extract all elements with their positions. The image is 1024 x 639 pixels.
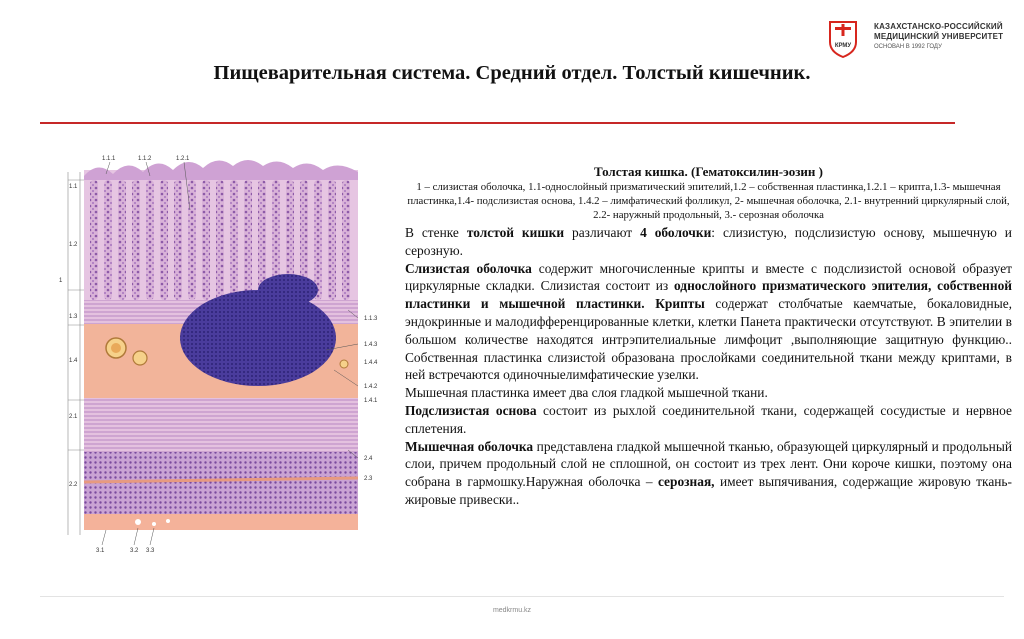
logo-university-name-line2: МЕДИЦИНСКИЙ УНИВЕРСИТЕТ xyxy=(874,32,1004,41)
logo-badge-text: КРМУ xyxy=(834,43,852,49)
logo-founded-text: ОСНОВАН В 1992 ГОДУ xyxy=(874,44,942,50)
text-bold-segment: однослойного призматического эпителия, собственной пластинки и мышечной пластинки. Крипты xyxy=(405,278,1012,312)
text-segment: имеет выпячивания, содержащие жировую ткань- жировые привески.. xyxy=(405,474,1012,507)
paragraph-muscularis-externa xyxy=(405,438,1012,509)
paragraph-wall-layers xyxy=(405,224,1012,260)
figure-label-1-4-3: 1.4.3 xyxy=(364,342,378,348)
text-bold-segment: Подслизистая основа xyxy=(405,402,537,418)
description-text-block xyxy=(405,163,1012,509)
figure-label-1-1-2: 1.1.2 xyxy=(138,156,152,162)
figure-label-1-4: 1.4 xyxy=(69,358,78,364)
logo-university-name-line1: КАЗАХСТАНСКО-РОССИЙСКИЙ xyxy=(874,22,1003,31)
figure-label-1-1-1: 1.1.1 xyxy=(102,156,116,162)
footer-divider xyxy=(40,596,1004,597)
text-bold-segment: толстой кишки xyxy=(466,225,565,240)
slide-title: Пищеварительная система. Средний отдел. Толстый кишечник. xyxy=(213,62,811,84)
figure-label-1-3: 1.3 xyxy=(69,314,78,320)
figure-label-1-2-1: 1.2.1 xyxy=(176,156,190,162)
figure-caption-legend: 1 – слизистая оболочка, 1.1-однослойный призматический эпителий,1.2 – собственная пластинка,1.2.1 – крипта,1.3- мышечная пластинка,1.4- подслизистая основа, 1.4.2 – лимфатический фолликул, 2- мышечная оболочка, 2.1- внутренний циркулярный слой, 2.2- наружный продольный, 3.- серозная оболочка xyxy=(407,181,1010,221)
university-shield-icon xyxy=(828,20,858,58)
figure-label-1-4-4: 1.4.4 xyxy=(364,360,378,366)
footer-website: medkrmu.kz xyxy=(492,607,532,614)
figure-label-1: 1 xyxy=(59,278,63,284)
figure-label-1-2: 1.2 xyxy=(69,242,78,248)
paragraph-mucosa xyxy=(405,260,1012,385)
paragraph-muscularis-mucosae: Мышечная пластинка имеет два слоя гладкой мышечной ткани. xyxy=(405,385,768,401)
figure-label-3-1: 3.1 xyxy=(96,548,105,554)
lymphatic-follicle xyxy=(180,290,336,386)
text-segment: В стенке xyxy=(405,225,467,240)
colon-histology-figure xyxy=(58,150,388,560)
figure-label-1-4-2: 1.4.2 xyxy=(364,384,378,390)
text-bold-segment: Слизистая оболочка xyxy=(405,260,532,276)
figure-label-2-3: 2.3 xyxy=(364,476,373,482)
university-logo xyxy=(828,18,1018,64)
figure-caption-title: Толстая кишка. (Гематоксилин-эозин ) xyxy=(593,164,823,179)
figure-label-2-1: 2.1 xyxy=(69,414,78,420)
layer-brackets xyxy=(68,172,84,535)
text-bold-segment: 4 оболочки xyxy=(640,225,712,240)
paragraph-submucosa xyxy=(405,402,1012,438)
figure-label-2-4: 2.4 xyxy=(364,456,373,462)
figure-label-1-1-3: 1.1.3 xyxy=(364,316,378,322)
text-segment: представлена гладкой мышечной тканью, образующей циркулярный и продольный слои, причем продольный слой не сплошной, он состоит из трех лент. Они короче кишки, поэтому она собрана в гармошку.Наружная оболочка – xyxy=(405,438,1012,490)
figure-label-3-2: 3.2 xyxy=(130,548,139,554)
text-bold-segment: Мышечная оболочка xyxy=(405,438,534,454)
title-underline xyxy=(40,122,955,124)
text-bold-segment: серозная, xyxy=(657,474,715,490)
text-segment: содержат столбчатые каемчатые, бокаловидные, эндокринные и малодифференцированные клетки, клетки Панета практически отсутствуют. В эпителии в большом количестве находятся интрэпителиальные лимфоцит ,выполняющие защитную функцию.. Собственная пластинка слизистой образована прослойками соединительной ткани между криптами, в ней встречаются одиночныелимфатические узелки. xyxy=(405,296,1013,383)
figure-label-3-3: 3.3 xyxy=(146,548,155,554)
text-segment: различают xyxy=(564,225,641,240)
figure-label-1-4-1: 1.4.1 xyxy=(364,398,378,404)
text-segment: содержит многочисленные крипты и вместе с подслизистой основой образует циркулярные складки. Слизистая состоит из xyxy=(405,260,1012,294)
text-segment: состоит из рыхлой соединительной ткани, содержащей сосудистые и нервное сплетения. xyxy=(405,402,1012,436)
figure-label-2-2: 2.2 xyxy=(69,482,78,488)
text-segment: : слизистую, подслизистую основу, мышечную и серозную. xyxy=(405,225,1012,258)
figure-label-1-1: 1.1 xyxy=(69,184,78,190)
